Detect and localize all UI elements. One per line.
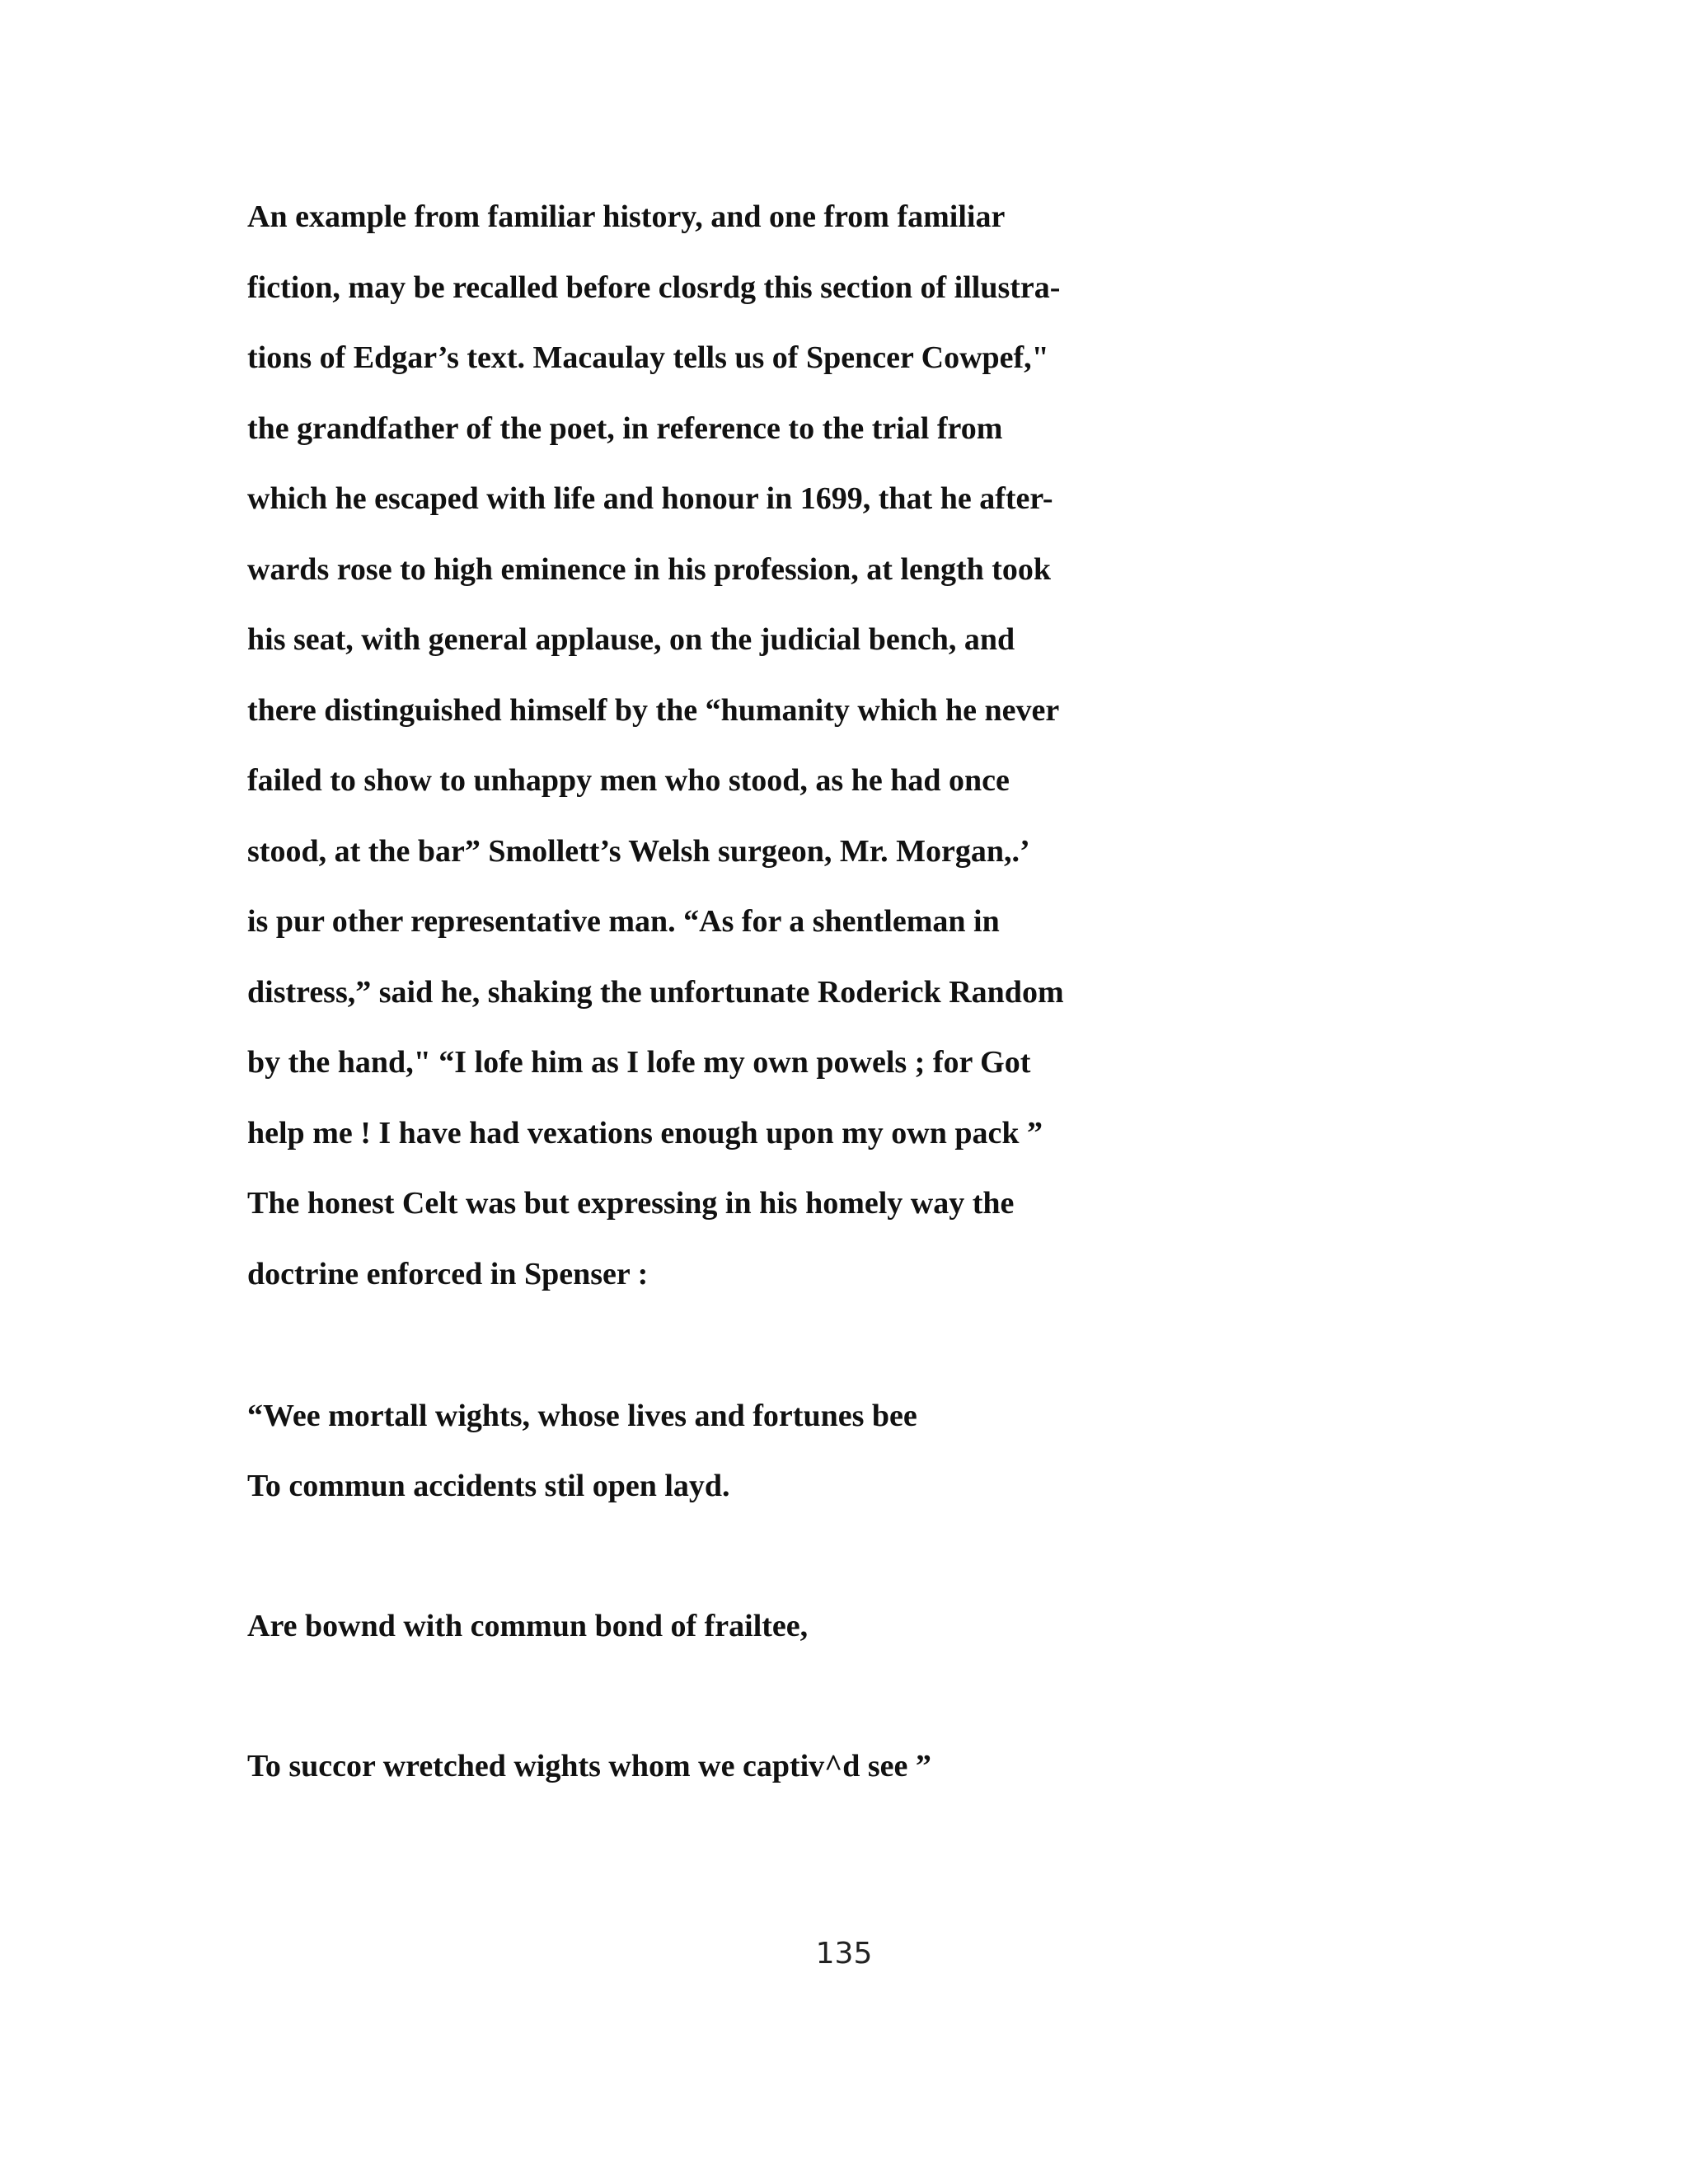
paragraph-line: there distinguished himself by the “humanity which he never: [247, 692, 1060, 728]
paragraph-line: stood, at the bar” Smollett’s Welsh surgeon, Mr. Morgan,.’: [247, 833, 1030, 869]
paragraph-line: distress,” said he, shaking the unfortunate Roderick Random: [247, 974, 1064, 1010]
verse-line: To commun accidents stil open layd.: [247, 1469, 730, 1503]
body-paragraph: [247, 198, 1401, 1325]
paragraph-line: An example from familiar history, and one from familiar: [247, 199, 1006, 234]
paragraph-line: The honest Celt was but expressing in his homely way the: [247, 1186, 1015, 1221]
paragraph-line: the grandfather of the poet, in reference to the trial from: [247, 410, 1003, 446]
paragraph-line: fiction, may be recalled before closrdg this section of illustra-: [247, 269, 1061, 305]
paragraph-line: wards rose to high eminence in his profession, at length took: [247, 551, 1052, 587]
paragraph-line: failed to show to unhappy men who stood, as he had once: [247, 763, 1010, 798]
paragraph-line: help me ! I have had vexations enough upon my own pack ”: [247, 1115, 1043, 1151]
verse-line: “Wee mortall wights, whose lives and fortunes bee: [247, 1399, 917, 1433]
paragraph-line: his seat, with general applause, on the judicial bench, and: [247, 622, 1015, 657]
paragraph-line: tions of Edgar’s text. Macaulay tells us of Spencer Cowpef,": [247, 340, 1049, 375]
paragraph-line: by the hand," “I lofe him as I lofe my own powels ; for Got: [247, 1045, 1031, 1080]
page-number: 135: [815, 1937, 873, 1971]
paragraph-line: doctrine enforced in Spenser :: [247, 1256, 649, 1291]
paragraph-line: is pur other representative man. “As for a shentleman in: [247, 904, 1000, 939]
paragraph-line: which he escaped with life and honour in 1699, that he after-: [247, 481, 1053, 516]
verse-line: To succor wretched wights whom we captiv^d see ”: [247, 1749, 931, 1783]
verse-line: Are bownd with commun bond of frailtee,: [247, 1609, 809, 1643]
